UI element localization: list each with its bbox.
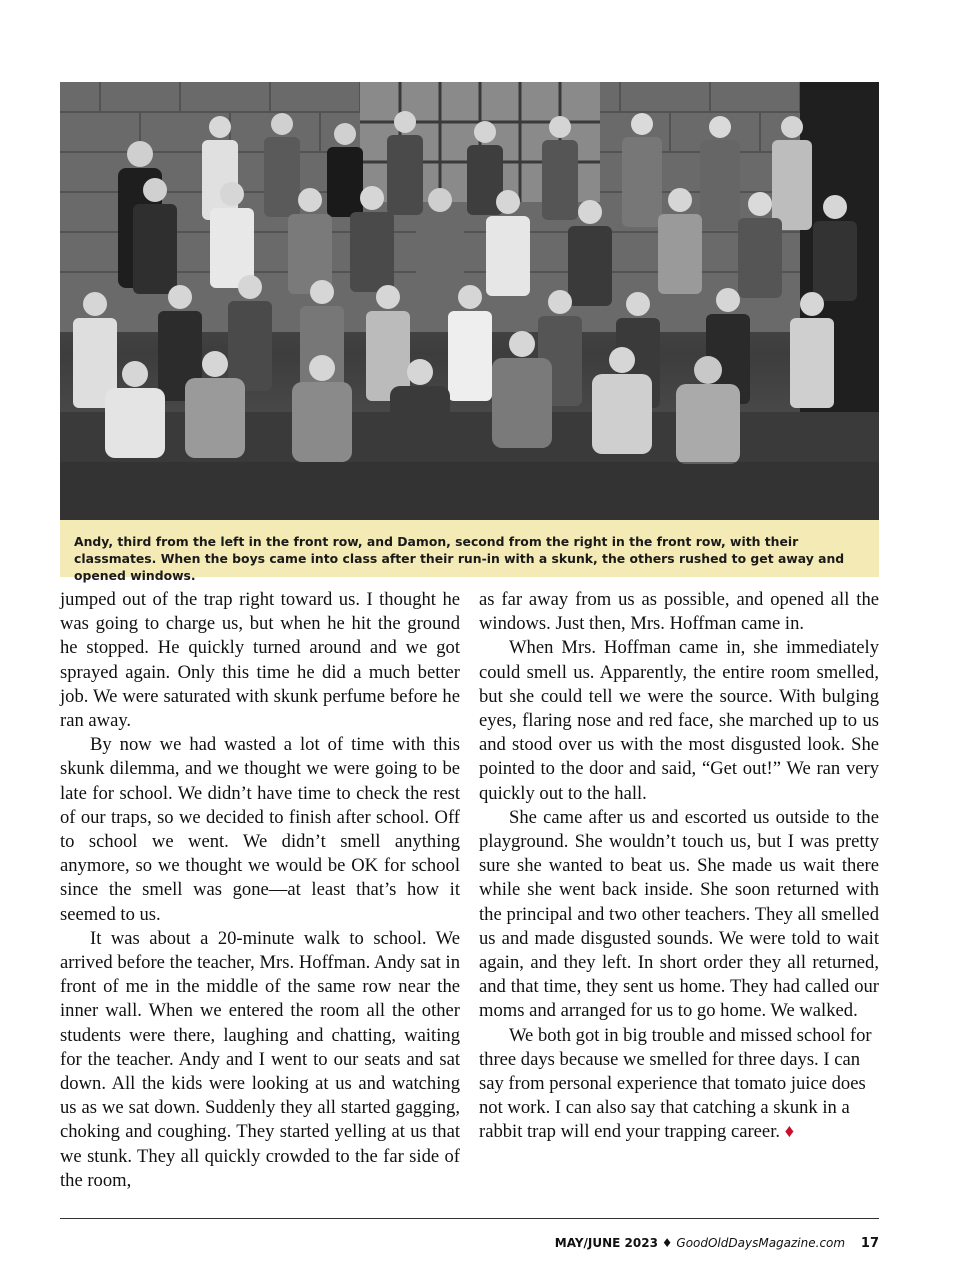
class-photo (60, 82, 879, 520)
end-mark-icon: ♦ (784, 1121, 795, 1143)
paragraph: It was about a 20-minute walk to school. We arrived before the teacher, Mrs. Hoffman. Andy sat in front of me in the middle of the same row near the inner wall. When we entered the room all the other students were there, laughing and chatting, waiting for the teacher. Andy and I went to our seats and sat down. All the kids were looking at us and watching us as we sat down. Suddenly they all started gagging, choking and coughing. They started yelling at us that we stunk. They all quickly crowded to the far side of the room, (60, 927, 460, 1191)
page-footer (555, 1236, 879, 1251)
paragraph: jumped out of the trap right toward us. I thought he was going to charge us, but when he hit the ground he stopped. He quickly turned around and we got sprayed again. Only this time he did a much better job. We were saturated with skunk perfume before he ran away. (60, 589, 460, 732)
paragraph: By now we had wasted a lot of time with this skunk dilemma, and we thought we were going to be late for school. We didn’t have time to check the rest of our traps, so we decided to finish after school. Off to school we went. We didn’t smell anything anymore, so we thought we would be OK for school since the smell was gone—at least that’s how it seemed to us. (60, 734, 460, 925)
magazine-website: GoodOldDaysMagazine.com (676, 1236, 846, 1250)
paragraph: When Mrs. Hoffman came in, she immediately could smell us. Apparently, the entire room smelled, but she could tell we were the source. With bulging eyes, flaring nose and red face, she marched up to us and stood over us with the most disgusted look. She pointed to the door and said, “Get out!” We ran very quickly out to the hall. (479, 637, 879, 804)
footer-divider (60, 1218, 879, 1219)
article-column-right (479, 588, 879, 1145)
photo-caption: Andy, third from the left in the front row, and Damon, second from the right in the front row, with their classmates. When the boys came into class after their run-in with a skunk, the others rushed to get away and opened windows. (60, 520, 879, 577)
final-paragraph (479, 1024, 879, 1145)
class-photo-illustration (60, 82, 879, 520)
paragraph: as far away from us as possible, and opened all the windows. Just then, Mrs. Hoffman came in. (479, 589, 879, 635)
paragraph-text: We both got in big trouble and missed school for three days because we smelled for three days. I can say from personal experience that tomato juice does not work. I can also say that catching a skunk in a rabbit trap will end your trapping career. (479, 1024, 872, 1143)
issue-date: MAY/JUNE 2023 (554, 1236, 658, 1250)
footer-separator: ♦ (661, 1236, 673, 1250)
article-column-left (60, 588, 460, 1193)
paragraph: She came after us and escorted us outside to the playground. She wouldn’t touch us, but I was pretty sure she wanted to beat us. She made us wait there while she went back inside. She soon returned with the principal and two other teachers. They all smelled us and made disgusted sounds. We were told to wait again, and they left. In short order they all returned, and that time, they sent us home. They had called our moms and arranged for us to go home. We walked. (479, 806, 879, 1022)
page-number: 17 (860, 1236, 879, 1251)
